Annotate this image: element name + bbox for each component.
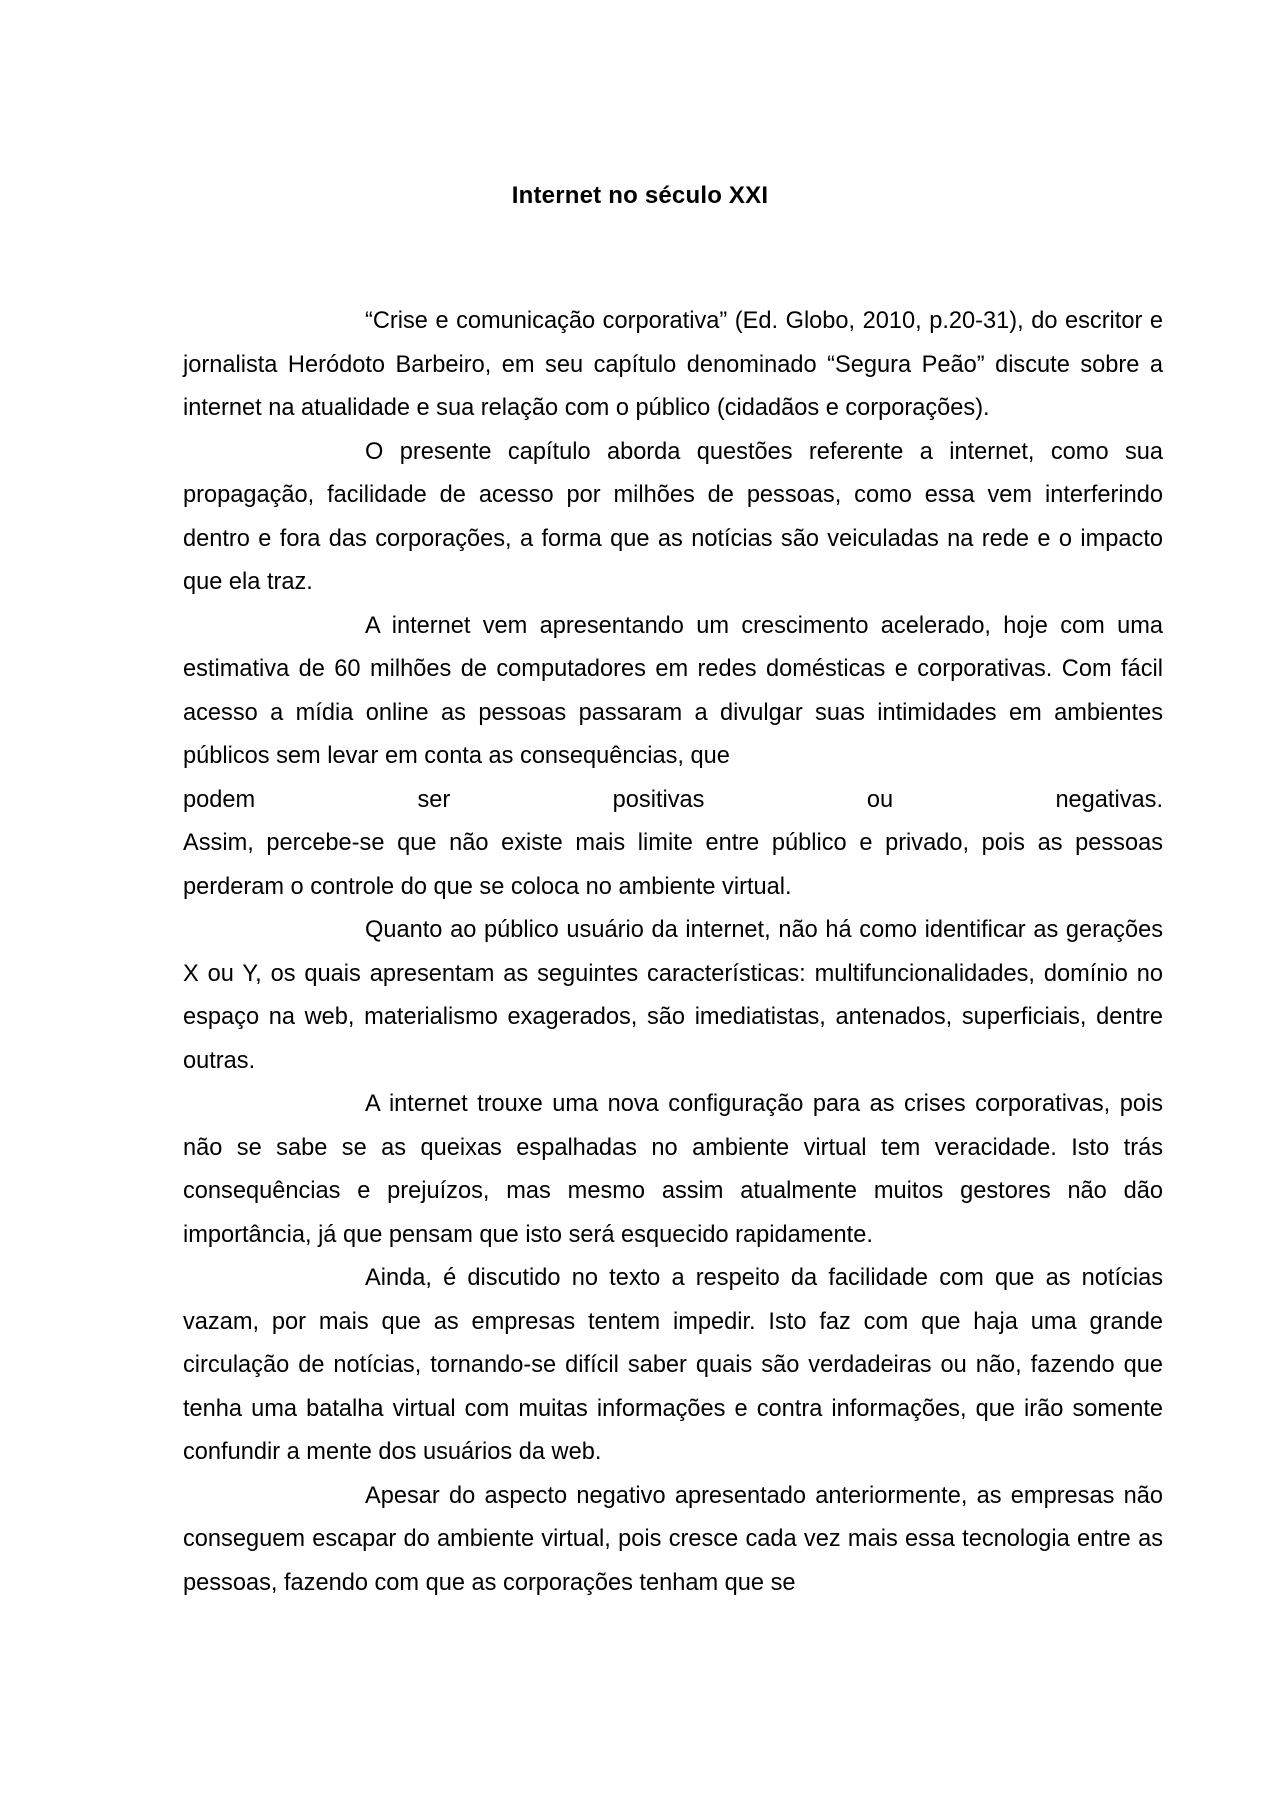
- paragraph-6: A internet trouxe uma nova configuração para as crises corporativas, pois não se sabe se as queixas espalhadas no ambiente virtual tem veracidade. Isto trás consequências e prejuízos, mas mesmo assim atualmente muitos gestores não dão importância, já que pensam que isto será esquecido rapidamente.: [183, 1091, 1163, 1248]
- paragraph-7: Ainda, é discutido no texto a respeito da facilidade com que as notícias vazam, por mais que as empresas tentem impedir. Isto faz com que haja uma grande circulação de notícias, tornando-se difícil saber quais são verdadeiras ou não, fazendo que tenha uma batalha virtual com muitas informações e contra informações, que irão somente confundir a mente dos usuários da web.: [183, 1265, 1163, 1465]
- paragraph-3: A internet vem apresentando um crescimento acelerado, hoje com uma estimativa de 60 milhões de computadores em redes domésticas e corporativas. Com fácil acesso a mídia online as pessoas passaram a divulgar suas intimidades em ambientes públicos sem levar em conta as consequências, que: [183, 612, 1163, 769]
- document-body: [183, 300, 1163, 1605]
- paragraph-8: Apesar do aspecto negativo apresentado anteriormente, as empresas não conseguem escapar do ambiente virtual, pois cresce cada vez mais essa tecnologia entre as pessoas, fazendo com que as corporações tenham que se: [183, 1482, 1163, 1596]
- page-title: Internet no século XXI: [511, 182, 769, 209]
- paragraph-1: “Crise e comunicação corporativa” (Ed. Globo, 2010, p.20-31), do escritor e jornalista Heródoto Barbeiro, em seu capítulo denominado “Segura Peão” discute sobre a internet na atualidade e sua relação com o público (cidadãos e corporações).: [183, 308, 1163, 421]
- paragraph-2: O presente capítulo aborda questões referente a internet, como sua propagação, facilidade de acesso por milhões de pessoas, como essa vem interferindo dentro e fora das corporações, a forma que as notícias são veiculadas na rede e o impacto que ela traz.: [183, 438, 1163, 595]
- paragraph-4: Assim, percebe-se que não existe mais limite entre público e privado, pois as pessoas perderam o controle do que se coloca no ambiente virtual.: [183, 830, 1163, 900]
- paragraph-3-last-line: podem ser positivas ou negativas.: [183, 786, 1163, 813]
- paragraph-5: Quanto ao público usuário da internet, não há como identificar as gerações X ou Y, os quais apresentam as seguintes características: multifuncionalidades, domínio no espaço na web, materialismo exagerados, são imediatistas, antenados, superficiais, dentre outras.: [183, 917, 1163, 1074]
